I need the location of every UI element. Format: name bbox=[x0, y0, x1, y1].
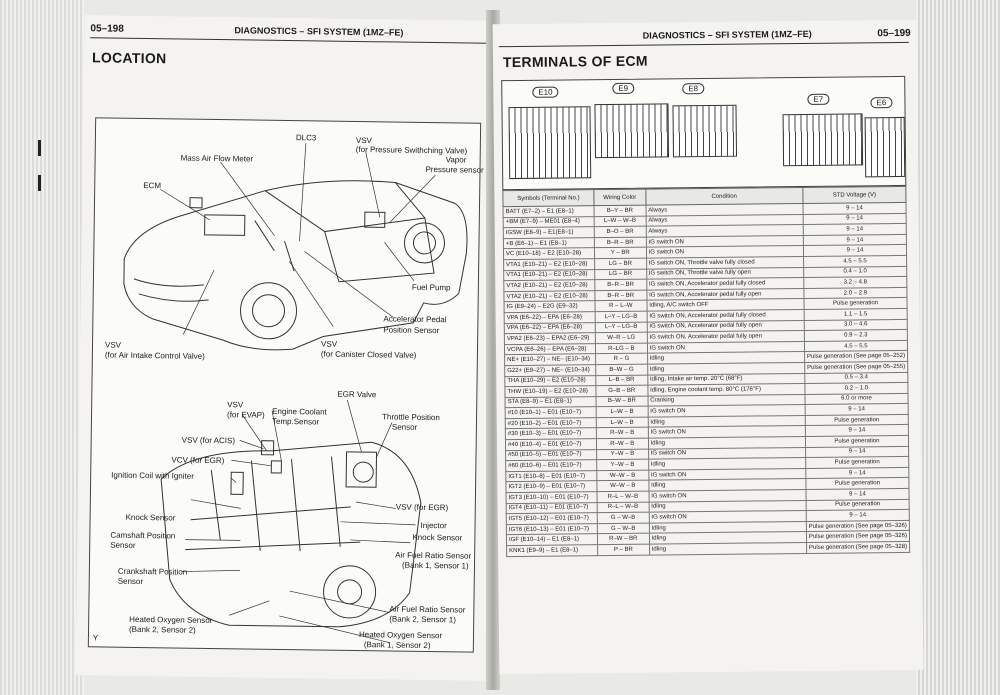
cell-wiring: L–Y – LG–B bbox=[595, 311, 647, 322]
ho2s-b2-label-2: (Bank 2, Sensor 2) bbox=[128, 624, 196, 635]
cell-condition: Idling bbox=[648, 437, 805, 449]
cell-voltage: 9 – 14 bbox=[806, 510, 909, 522]
cell-symbol: VTA2 (E10–21) – E2 (E10–28) bbox=[504, 290, 595, 302]
cell-voltage: 0.2 – 1.0 bbox=[805, 383, 908, 395]
pressure-sensor-label: Pressure sensor bbox=[425, 164, 484, 175]
left-page bbox=[75, 15, 494, 681]
footer-mark: Y bbox=[92, 633, 99, 643]
cell-symbol: STA (E8–9) – E1 (E8–1) bbox=[505, 396, 596, 408]
cell-symbol: NE+ (E10–27) – NE– (E10–34) bbox=[505, 354, 596, 366]
cell-wiring: B–R – BR bbox=[595, 279, 647, 290]
cell-voltage: 3.2 – 4.8 bbox=[804, 277, 907, 289]
cell-symbol: IGT4 (E10–11) – E01 (E10–7) bbox=[506, 502, 597, 514]
cell-voltage: 0.9 – 2.3 bbox=[804, 330, 907, 342]
accel-pedal-label-2: Position Sensor bbox=[383, 325, 440, 336]
cell-condition: IG switch ON bbox=[649, 490, 806, 502]
cell-wiring: B–R – BR bbox=[595, 290, 647, 301]
connector-e6 bbox=[865, 117, 906, 177]
cell-symbol: IGT1 (E10–8) – E01 (E10–7) bbox=[506, 471, 597, 483]
vsv-egr-label: VSV (for EGR) bbox=[395, 502, 449, 513]
cell-voltage: Pulse generation (See page 05–326) bbox=[806, 520, 909, 532]
cell-wiring: LG – BR bbox=[595, 258, 647, 269]
camshaft-label-2: Sensor bbox=[110, 540, 136, 550]
cell-wiring: W–W – B bbox=[597, 470, 649, 481]
crankshaft-label: Crankshaft Position bbox=[117, 566, 188, 577]
connector-label-e10: E10 bbox=[532, 87, 558, 98]
left-page-stack bbox=[0, 0, 84, 695]
connector-e8 bbox=[672, 105, 737, 158]
cell-wiring: L–W – W–B bbox=[594, 216, 646, 227]
crankshaft-label-2: Sensor bbox=[117, 576, 144, 587]
cell-symbol: IGT2 (E10–9) – E01 (E10–7) bbox=[506, 481, 597, 493]
vsv-intake-label: VSV bbox=[104, 340, 122, 350]
cell-condition: Idling bbox=[649, 542, 806, 554]
cell-voltage: 0.4 – 1.0 bbox=[804, 266, 907, 278]
cell-condition: IG switch ON, Accelerator pedal fully closed bbox=[646, 278, 803, 290]
cell-symbol: THW (E10–19) – E2 (E10–28) bbox=[505, 386, 596, 398]
col-symbols: Symbols (Terminal No.) bbox=[503, 190, 594, 207]
cell-voltage: Pulse generation bbox=[806, 499, 909, 511]
egr-valve-label: EGR Valve bbox=[337, 389, 377, 400]
cell-symbol: +BM (E7–9) – ME01 (E8–4) bbox=[503, 216, 594, 228]
cell-symbol: VTA2 (E10–21) – E2 (E10–28) bbox=[504, 280, 595, 292]
cell-condition: IG switch ON bbox=[648, 426, 805, 438]
camshaft-label: Camshaft Position bbox=[110, 530, 176, 541]
cell-condition: Always bbox=[646, 214, 803, 226]
cell-symbol: VPA2 (E6–23) – EPA2 (E6–29) bbox=[504, 333, 595, 345]
ignition-coil-label: Ignition Coil with Igniter bbox=[111, 470, 194, 481]
cell-wiring: R – L–W bbox=[595, 300, 647, 311]
right-page bbox=[493, 20, 924, 674]
cell-voltage: 4.5 – 5.5 bbox=[804, 340, 907, 352]
cell-voltage: 4.5 – 5.5 bbox=[803, 255, 906, 267]
cell-symbol: VPA (E6–22) – EPA (E6–28) bbox=[504, 322, 595, 334]
ho2s-b1-label: Heated Oxygen Sensor bbox=[358, 630, 443, 641]
location-diagram bbox=[88, 117, 484, 652]
accel-pedal-label: Accelerator Pedal bbox=[383, 314, 447, 325]
cell-condition: Idling, Intake air temp. 20°C (68°F) bbox=[647, 373, 804, 385]
cell-symbol: +B (E6–1) – E1 (E8–1) bbox=[503, 237, 594, 249]
cell-symbol: KNK1 (E9–9) – E1 (E8–1) bbox=[507, 545, 598, 557]
cell-wiring: L–Y – LG–B bbox=[595, 322, 647, 333]
cell-wiring: R–L – W–B bbox=[597, 502, 649, 513]
cell-symbol: BATT (E7–2) – E1 (E8–1) bbox=[503, 206, 594, 218]
binding-mark bbox=[38, 175, 41, 191]
cell-wiring: Y–W – B bbox=[597, 459, 649, 470]
vcv-egr-label: VCV (for EGR) bbox=[171, 455, 225, 466]
cell-condition: IG switch ON, Accelerator pedal fully open bbox=[647, 320, 804, 332]
page-number: 05–198 bbox=[90, 23, 124, 35]
cell-symbol: IGT3 (E10–10) – E01 (E10–7) bbox=[506, 492, 597, 504]
cell-symbol: IG (E9–24) – E2G (E9–32) bbox=[504, 301, 595, 313]
cell-voltage: 9 – 14 bbox=[803, 202, 906, 214]
af-sensor-b2-label-2: (Bank 2, Sensor 1) bbox=[389, 614, 456, 625]
page-header: DIAGNOSTICS – SFI SYSTEM (1MZ–FE) bbox=[234, 25, 404, 38]
cell-condition: Idling bbox=[649, 500, 806, 512]
cell-condition: IG switch ON bbox=[648, 405, 805, 417]
cell-wiring: Y–W – B bbox=[597, 449, 649, 460]
coolant-temp-label: Engine Coolant bbox=[272, 406, 327, 417]
cell-symbol: IGF (E10–14) – E1 (E8–1) bbox=[506, 534, 597, 546]
page-title: TERMINALS OF ECM bbox=[502, 52, 648, 71]
cell-condition: Cranking bbox=[648, 394, 805, 406]
cell-condition: IG switch ON, Accelerator pedal fully open bbox=[647, 331, 804, 343]
af-sensor-b1-label-2: (Bank 1, Sensor 1) bbox=[401, 560, 469, 571]
cell-symbol: #30 (E10–3) – E01 (E10–7) bbox=[505, 428, 596, 440]
cell-wiring: B–Y – BR bbox=[594, 205, 646, 216]
cell-condition: IG switch ON, Throttle valve fully closed bbox=[646, 256, 803, 268]
cell-wiring: L–B – BR bbox=[596, 375, 648, 386]
cell-condition: IG switch ON bbox=[648, 468, 805, 480]
cell-condition: IG switch ON bbox=[649, 511, 806, 523]
page-number: 05–199 bbox=[877, 27, 911, 40]
ho2s-b2-label: Heated Oxygen Sensor bbox=[129, 614, 213, 626]
cell-wiring: L–W – B bbox=[596, 417, 648, 428]
cell-symbol: G22+ (E9–27) – NE– (E10–34) bbox=[505, 365, 596, 377]
vsv-canister-label: VSV bbox=[320, 339, 338, 349]
knock-sensor-label-2: Knock Sensor bbox=[412, 532, 463, 543]
maf-label: Mass Air Flow Meter bbox=[180, 153, 254, 164]
cell-condition: IG switch ON bbox=[646, 235, 803, 247]
cell-voltage: Pulse generation bbox=[805, 435, 908, 447]
cell-condition: Idling bbox=[649, 479, 806, 491]
cell-voltage: 6.0 or more bbox=[805, 393, 908, 405]
header-rule bbox=[499, 42, 909, 47]
cell-voltage: 9 – 14 bbox=[805, 446, 908, 458]
cell-wiring: LG – BR bbox=[595, 269, 647, 280]
cell-symbol: VC (E10–18) – E2 (E10–28) bbox=[503, 248, 594, 260]
cell-wiring: G – W–B bbox=[597, 512, 649, 523]
vsv-canister-label-2: (for Canister Closed Valve) bbox=[320, 349, 417, 360]
page-header: DIAGNOSTICS – SFI SYSTEM (1MZ–FE) bbox=[642, 28, 812, 41]
cell-voltage: 1.1 – 1.5 bbox=[804, 308, 907, 320]
cell-symbol: VTA1 (E10–21) – E2 (E10–28) bbox=[504, 259, 595, 271]
connector-e9 bbox=[594, 103, 669, 158]
cell-condition: Idling bbox=[649, 532, 806, 544]
vapor-label: Vapor bbox=[445, 155, 467, 165]
cell-voltage: 9 – 14 bbox=[806, 488, 909, 500]
cell-voltage: 9 – 14 bbox=[805, 425, 908, 437]
cell-symbol: VTA1 (E10–21) – E2 (E10–28) bbox=[504, 269, 595, 281]
vsv-label: VSV bbox=[355, 135, 372, 146]
cell-wiring: R–LG – B bbox=[595, 343, 647, 354]
af-sensor-b1-label: Air Fuel Ratio Sensor bbox=[395, 550, 472, 561]
cell-condition: IG switch ON, Accelerator pedal fully open bbox=[647, 288, 804, 300]
cell-voltage: 9 – 14 bbox=[803, 213, 906, 225]
cell-condition: Idling, A/C switch OFF bbox=[647, 299, 804, 311]
cell-voltage: 9 – 14 bbox=[805, 404, 908, 416]
right-page-stack bbox=[916, 0, 1000, 695]
cell-voltage: 9 – 14 bbox=[803, 245, 906, 257]
cell-wiring: R–W – B bbox=[596, 438, 648, 449]
dlc3-label: DLC3 bbox=[295, 133, 317, 143]
cell-voltage: Pulse generation (See page 05–252) bbox=[804, 351, 907, 363]
cell-condition: IG switch ON bbox=[648, 447, 805, 459]
cell-symbol: IGT5 (E10–12) – E01 (E10–7) bbox=[506, 513, 597, 525]
cell-voltage: Pulse generation bbox=[806, 478, 909, 490]
col-wiring-color: Wiring Color bbox=[594, 189, 646, 206]
cell-condition: Idling bbox=[649, 521, 806, 533]
cell-symbol: #50 (E10–5) – E01 (E10–7) bbox=[506, 449, 597, 461]
cell-voltage: Pulse generation (See page 05–255) bbox=[805, 361, 908, 373]
connector-label-e8: E8 bbox=[682, 83, 704, 94]
ho2s-b1-label-2: (Bank 1, Sensor 2) bbox=[363, 640, 431, 651]
cell-condition: IG switch ON bbox=[647, 341, 804, 353]
cell-condition: Idling bbox=[647, 362, 804, 374]
cell-wiring: B–W – G bbox=[596, 364, 648, 375]
connector-label-e9: E9 bbox=[612, 83, 634, 94]
cell-voltage: 9 – 14 bbox=[806, 467, 909, 479]
cell-wiring: R–W – B bbox=[596, 428, 648, 439]
cell-condition: Idling bbox=[647, 352, 804, 364]
page-title: LOCATION bbox=[91, 49, 167, 67]
cell-symbol: #40 (E10–4) – E01 (E10–7) bbox=[505, 439, 596, 451]
cell-symbol: #10 (E10–1) – E01 (E10–7) bbox=[505, 407, 596, 419]
vsv-evap-label: VSV bbox=[227, 400, 244, 410]
connector-label-e7: E7 bbox=[807, 94, 829, 105]
cell-wiring: B–W – BR bbox=[596, 396, 648, 407]
cell-voltage: 3.0 – 4.6 bbox=[804, 319, 907, 331]
ecm-connector-diagram bbox=[501, 76, 906, 190]
binding-mark bbox=[38, 140, 41, 156]
cell-condition: Idling bbox=[648, 458, 805, 470]
vsv-acis-label: VSV (for ACIS) bbox=[181, 435, 236, 446]
connector-e7 bbox=[783, 113, 864, 166]
af-sensor-b2-label: Air Fuel Ratio Sensor bbox=[389, 604, 466, 615]
header-rule bbox=[90, 37, 488, 44]
cell-voltage: Pulse generation (See page 05–326) bbox=[806, 531, 909, 543]
cell-wiring: B–R – BR bbox=[594, 237, 646, 248]
vsv-intake-label-2: (for Air Intake Control Valve) bbox=[104, 350, 205, 361]
cell-voltage: 9 – 14 bbox=[803, 234, 906, 246]
cell-symbol: #60 (E10–6) – E01 (E10–7) bbox=[506, 460, 597, 472]
cell-voltage: Pulse generation bbox=[805, 414, 908, 426]
cell-voltage: 9 – 14 bbox=[803, 224, 906, 236]
cell-condition: IG switch ON, Throttle valve fully open bbox=[646, 267, 803, 279]
cell-voltage: 2.0 – 2.9 bbox=[804, 287, 907, 299]
cell-condition: Idling bbox=[648, 415, 805, 427]
cell-condition: Idling, Engine coolant temp. 80°C (176°F) bbox=[648, 384, 805, 396]
throttle-position-label-2: Sensor bbox=[391, 422, 418, 432]
injector-label: Injector bbox=[420, 520, 447, 531]
connector-label-e6: E6 bbox=[870, 97, 892, 108]
cell-condition: IG switch ON bbox=[646, 246, 803, 258]
cell-wiring: G – W–B bbox=[597, 523, 649, 534]
cell-wiring: Y – BR bbox=[594, 248, 646, 259]
cell-voltage: 0.5 – 3.4 bbox=[805, 372, 908, 384]
col-std-voltage: STD Voltage (V) bbox=[803, 186, 906, 203]
cell-wiring: P – BR bbox=[598, 544, 650, 555]
cell-wiring: G–B – BR bbox=[596, 385, 648, 396]
cell-wiring: R–W – BR bbox=[597, 534, 649, 545]
cell-condition: Always bbox=[646, 225, 803, 237]
cell-symbol: IGSW (E8–9) – E1(E8–1) bbox=[503, 227, 594, 239]
knock-sensor-label: Knock Sensor bbox=[125, 512, 176, 523]
col-condition: Condition bbox=[645, 187, 802, 205]
coolant-temp-label-2: Temp.Sensor bbox=[271, 416, 320, 427]
cell-voltage: Pulse generation (See page 05–328) bbox=[806, 541, 909, 553]
connector-e10 bbox=[508, 106, 591, 179]
throttle-position-label: Throttle Position bbox=[381, 412, 440, 423]
vsv-pressure-label: (for Pressure Swithching Valve) bbox=[355, 144, 468, 156]
cell-condition: IG switch ON, Accelerator pedal fully closed bbox=[647, 309, 804, 321]
cell-wiring: L–W – B bbox=[596, 406, 648, 417]
table-body bbox=[503, 202, 910, 556]
cell-condition: Always bbox=[646, 203, 803, 215]
ecm-terminal-table bbox=[502, 186, 910, 557]
cell-symbol: VCPA (E6–26) – EPA (E6–28) bbox=[504, 343, 595, 355]
ecm-label: ECM bbox=[143, 181, 162, 191]
cell-voltage: Pulse generation bbox=[804, 298, 907, 310]
cell-symbol: THA (E10–29) – E2 (E10–28) bbox=[505, 375, 596, 387]
cell-symbol: VPA (E6–22) – EPA (E6–28) bbox=[504, 312, 595, 324]
cell-wiring: R–L – W–B bbox=[597, 491, 649, 502]
cell-wiring: W–R – LG bbox=[595, 332, 647, 343]
cell-wiring: B–O – BR bbox=[594, 226, 646, 237]
vsv-evap-label-2: (for EVAP) bbox=[227, 410, 265, 420]
cell-symbol: #20 (E10–2) – E01 (E10–7) bbox=[505, 418, 596, 430]
cell-wiring: W–W – B bbox=[597, 481, 649, 492]
cell-symbol: IGT6 (E10–13) – E01 (E10–7) bbox=[506, 523, 597, 535]
cell-voltage: Pulse generation bbox=[806, 457, 909, 469]
fuel-pump-label: Fuel Pump bbox=[411, 282, 451, 293]
cell-wiring: R – G bbox=[596, 353, 648, 364]
